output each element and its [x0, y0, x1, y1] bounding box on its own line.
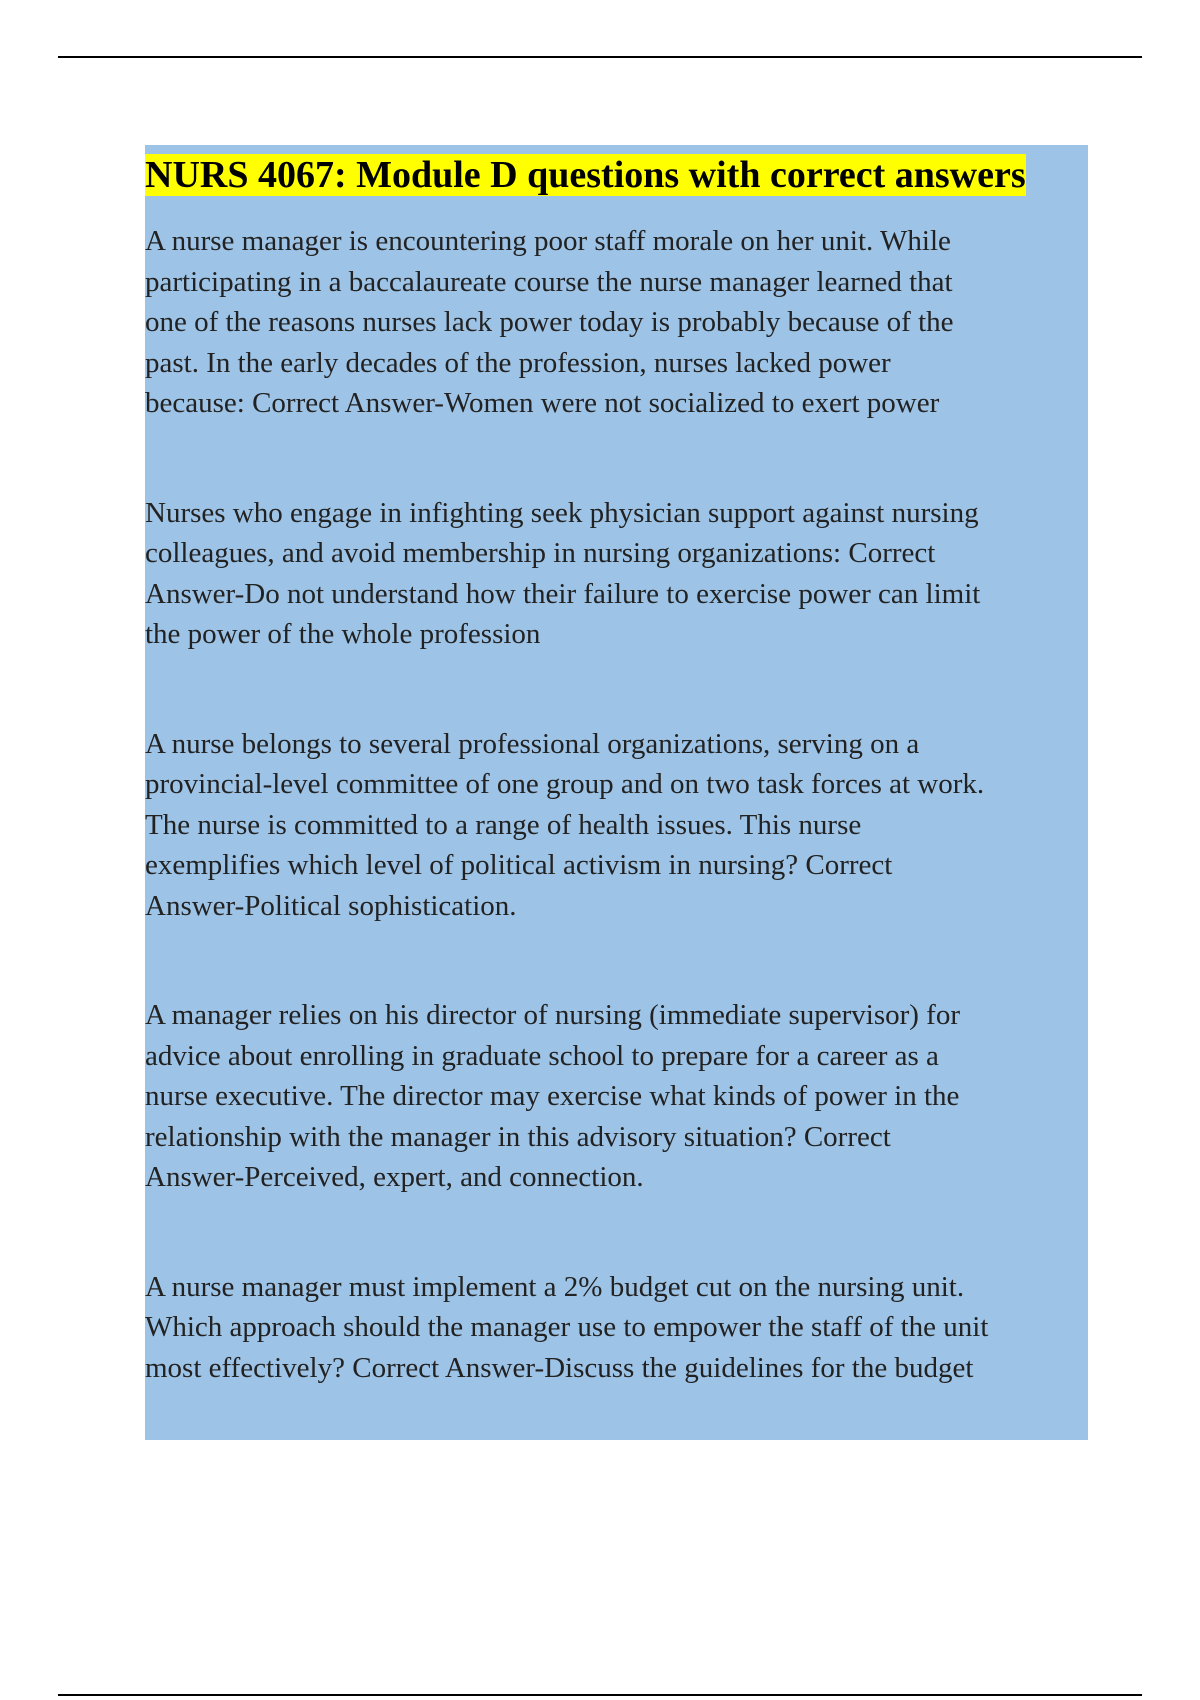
question-answer-2: Nurses who engage in infighting seek physician support against nursing colleagues, and avoid membership in nursing organizations: Correct Answer-Do not understand how their failure to exercise power can limit the power of the whole profession	[145, 496, 981, 650]
question-answer-5: A nurse manager must implement a 2% budget cut on the nursing unit. Which approach should the manager use to empower the staff of the unit most effectively? Correct Answer-Discuss the guidelines for the budget	[145, 1270, 989, 1384]
document-title	[145, 148, 1088, 203]
question-answer-4: A manager relies on his director of nursing (immediate supervisor) for advice about enrolling in graduate school to prepare for a career as a nurse executive. The director may exercise what kinds of power in the relationship with the manager in this advisory situation? Correct Answer-Perceived, expert, and connection.	[145, 999, 960, 1193]
question-answer-1: A nurse manager is encountering poor staff morale on her unit. While participating in a baccalaureate course the nurse manager learned that one of the reasons nurses lack power today is probably because of the past. In the early decades of the profession, nurses lacked power because: Correct Answer-Women were not socialized to exert power	[145, 225, 954, 419]
bottom-rule	[58, 1694, 1142, 1696]
question-answer-3: A nurse belongs to several professional organizations, serving on a provincial-level committee of one group and on two task forces at work. The nurse is committed to a range of health issues. This nurse exemplifies which level of political activism in nursing? Correct Answer-Political sophistication.	[145, 727, 985, 922]
top-rule	[58, 56, 1142, 58]
document-content-block	[145, 145, 1088, 1440]
title-highlight: NURS 4067: Module D questions with correct answers	[145, 154, 1026, 196]
